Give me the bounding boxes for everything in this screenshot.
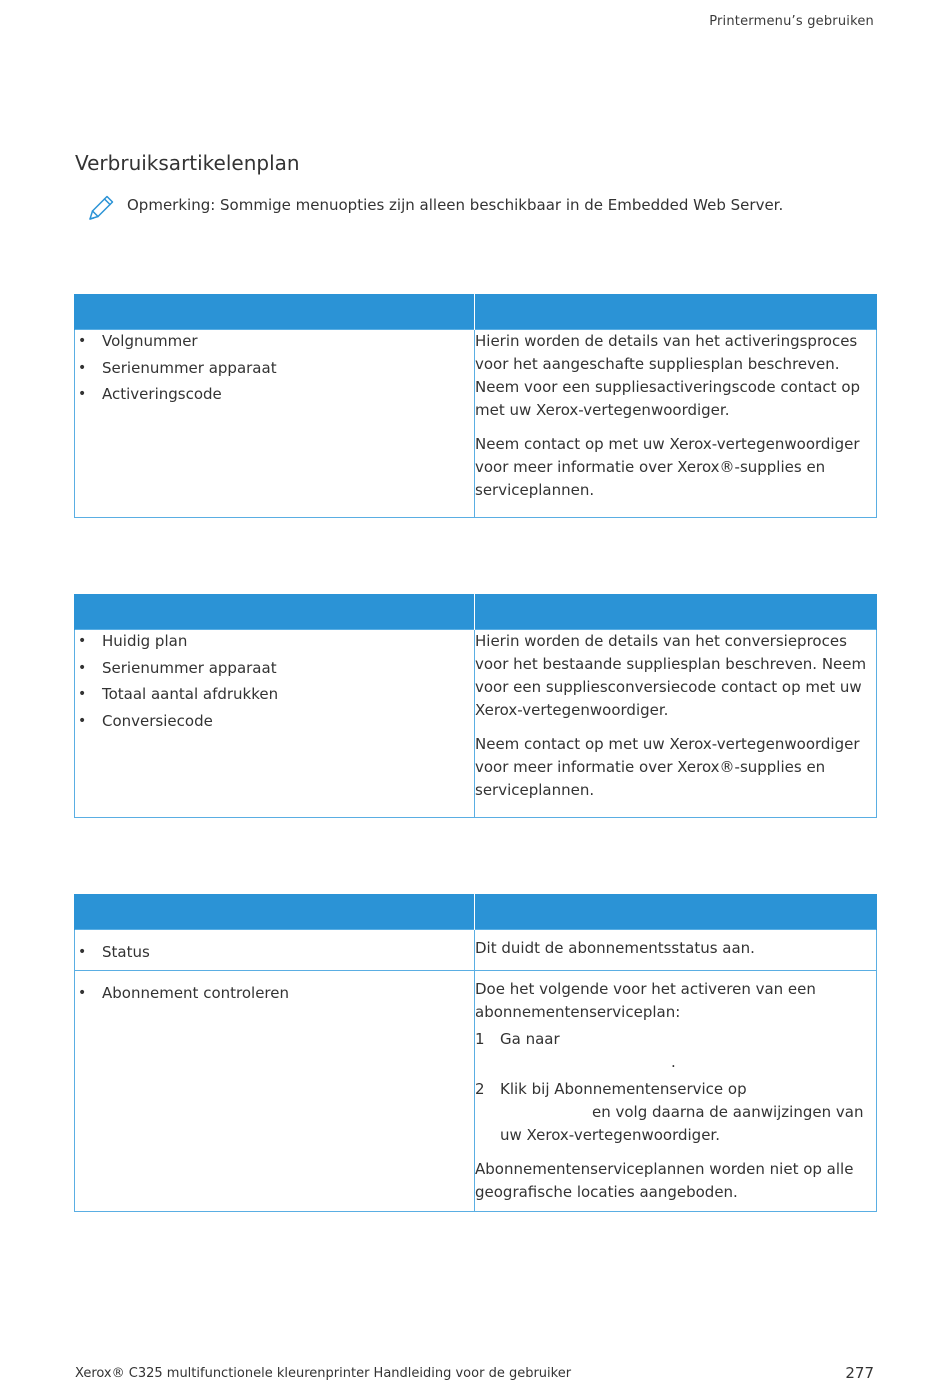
menu-table-activation (74, 294, 877, 518)
list-item: • Activeringscode (75, 383, 474, 406)
note-block (86, 193, 886, 223)
description-paragraph: Doe het volgende voor het activeren van een abonnementenserviceplan: (475, 979, 816, 1021)
option-list (75, 630, 474, 733)
table-header-cell (75, 594, 475, 630)
description-paragraph: Hierin worden de details van het conversieproces voor het bestaande suppliesplan beschreven. Neem voor een suppliesconversiecode contact op met uw Xerox-vertegenwoordiger. (475, 632, 867, 719)
description-cell (475, 930, 877, 971)
section-title: Verbruiksartikelenplan (75, 151, 300, 175)
table-row (75, 970, 877, 1211)
step-number: 1 (475, 1029, 485, 1048)
description-cell (475, 970, 877, 1211)
option-list (75, 941, 474, 964)
description-paragraph: Dit duidt de abonnementsstatus aan. (475, 939, 755, 957)
description-cell (475, 630, 877, 818)
description-paragraph: Abonnementenserviceplannen worden niet op alle geografische locaties aangeboden. (475, 1159, 854, 1201)
option-list (75, 982, 474, 1005)
table-header-cell (475, 294, 877, 330)
step-line: . (671, 1052, 676, 1071)
footer-document-title: Xerox® C325 multifunctionele kleurenprinter Handleiding voor de gebruiker (75, 1366, 572, 1381)
list-item: • Status (75, 941, 474, 964)
list-item: • Conversiecode (75, 710, 474, 733)
option-list (75, 330, 474, 406)
table-row (75, 330, 877, 518)
step-line: Ga naar (500, 1029, 560, 1048)
description-paragraph: Neem contact op met uw Xerox-vertegenwoordiger voor meer informatie over Xerox®-supplies en serviceplannen. (475, 435, 860, 499)
menu-options-cell (75, 970, 475, 1211)
table-header-cell (475, 594, 877, 630)
description-cell (475, 330, 877, 518)
menu-options-cell (75, 330, 475, 518)
table-header-row (75, 594, 877, 630)
menu-options-cell (75, 630, 475, 818)
table-header-row (75, 894, 877, 930)
menu-table-subscription (74, 894, 877, 1212)
list-item: • Serienummer apparaat (75, 657, 474, 680)
step-line: Klik bij Abonnementenservice op (500, 1079, 747, 1098)
table-row (75, 930, 877, 971)
table-header-cell (475, 894, 877, 930)
list-item: • Totaal aantal afdrukken (75, 683, 474, 706)
list-item: • Huidig plan (75, 630, 474, 653)
table-header-cell (75, 294, 475, 330)
footer-page-number: 277 (845, 1364, 874, 1382)
description-paragraph: Hierin worden de details van het activeringsproces voor het aangeschafte suppliesplan beschreven. Neem voor een suppliesactiveringscode contact op met uw Xerox-vertegenwoordiger. (475, 332, 861, 419)
table-header-cell (75, 894, 475, 930)
menu-options-cell (75, 930, 475, 971)
step-text (500, 1078, 876, 1147)
description-paragraph: Neem contact op met uw Xerox-vertegenwoordiger voor meer informatie over Xerox®-supplies en serviceplannen. (475, 735, 860, 799)
list-item: • Volgnummer (75, 330, 474, 353)
list-item (475, 1078, 876, 1147)
table-header-row (75, 294, 877, 330)
step-line: en volg daarna de aanwijzingen van uw Xerox-vertegenwoordiger. (500, 1102, 864, 1144)
table-row (75, 630, 877, 818)
step-list (475, 1028, 876, 1147)
menu-table-conversion (74, 594, 877, 818)
note-text: Opmerking: Sommige menuopties zijn alleen beschikbaar in de Embedded Web Server. (127, 196, 784, 214)
step-text (500, 1028, 876, 1074)
running-header: Printermenu’s gebruiken (709, 14, 874, 29)
step-number: 2 (475, 1079, 485, 1098)
pencil-icon (86, 193, 116, 223)
list-item: • Serienummer apparaat (75, 357, 474, 380)
list-item: • Abonnement controleren (75, 982, 474, 1005)
list-item (475, 1028, 876, 1074)
